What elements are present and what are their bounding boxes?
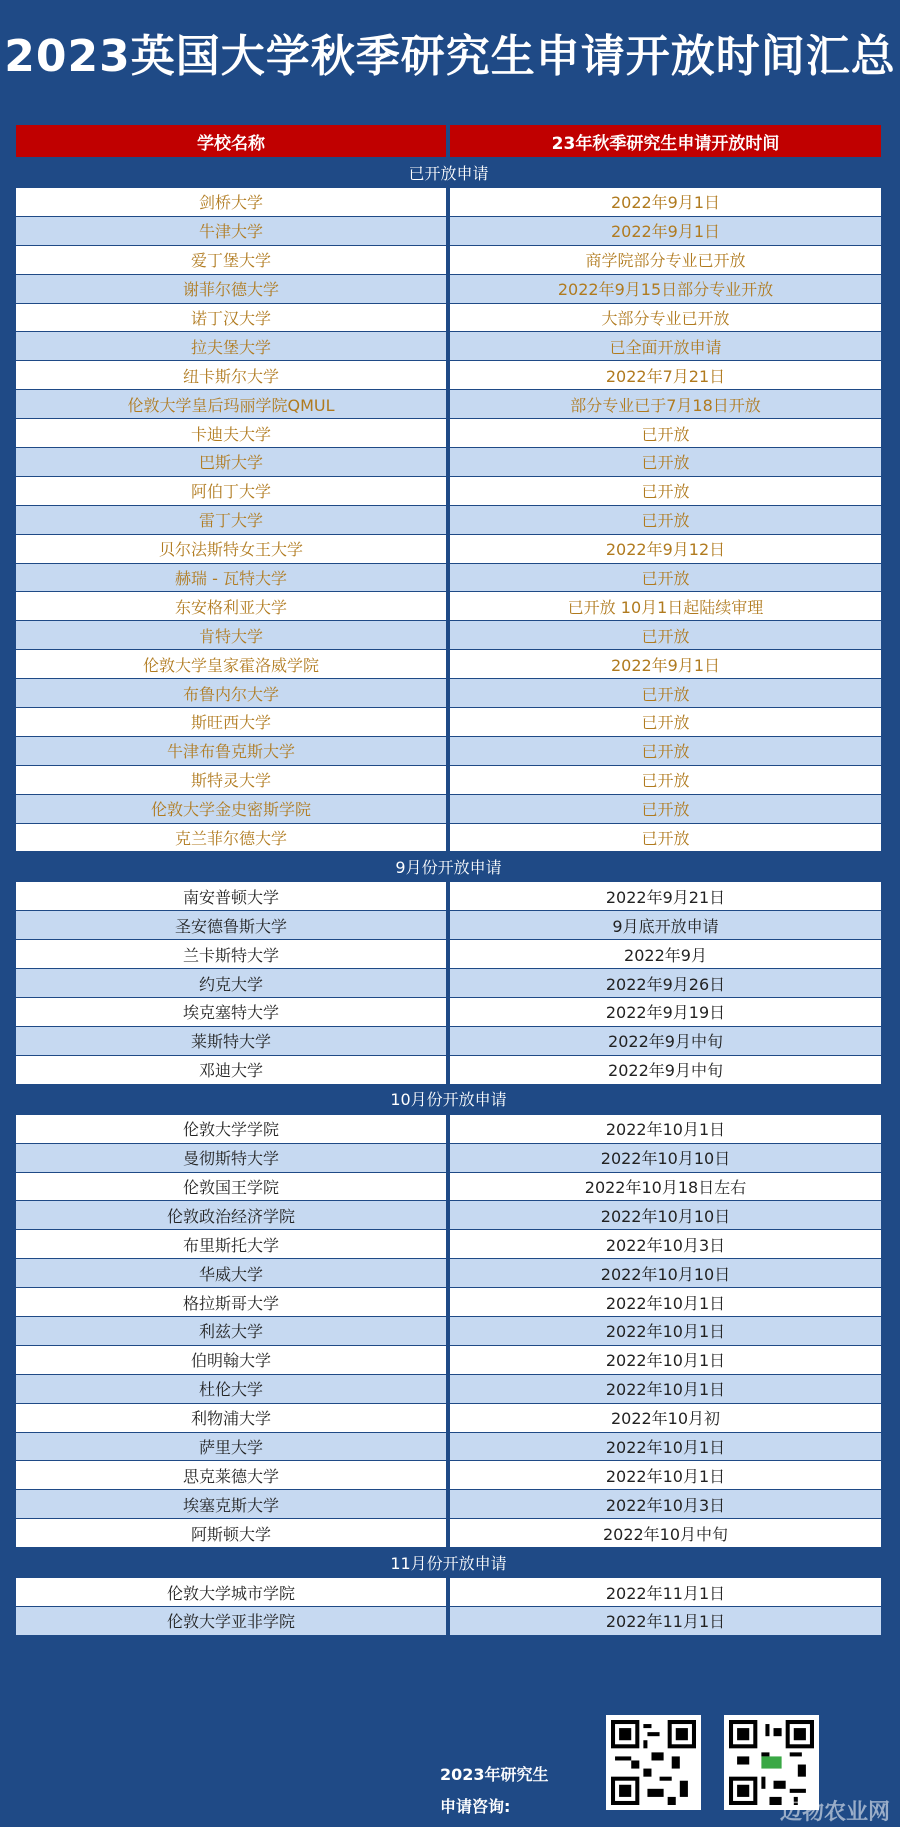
table-row bbox=[16, 274, 881, 303]
school-name-cell: 克兰菲尔德大学 bbox=[16, 824, 446, 852]
open-date-cell: 已全面开放申请 bbox=[450, 332, 881, 360]
table-row bbox=[16, 1258, 881, 1287]
section-rows bbox=[16, 881, 881, 1083]
table-row bbox=[16, 910, 881, 939]
open-date-cell: 已开放 bbox=[450, 795, 881, 823]
qr-code-1-graphic bbox=[611, 1720, 696, 1805]
school-name-cell: 东安格利亚大学 bbox=[16, 592, 446, 620]
table-row bbox=[16, 331, 881, 360]
section-rows bbox=[16, 187, 881, 851]
table-header bbox=[16, 125, 881, 157]
open-date-cell: 已开放 bbox=[450, 506, 881, 534]
school-name-cell: 牛津布鲁克斯大学 bbox=[16, 737, 446, 765]
section-header: 10月份开放申请 bbox=[390, 1090, 507, 1110]
open-date-cell: 2022年9月26日 bbox=[450, 969, 881, 997]
table-row bbox=[16, 997, 881, 1026]
table-row bbox=[16, 1518, 881, 1547]
section-rows bbox=[16, 1577, 881, 1635]
open-date-cell: 已开放 bbox=[450, 419, 881, 447]
open-date-cell: 2022年10月1日 bbox=[450, 1346, 881, 1374]
open-date-cell: 已开放 bbox=[450, 737, 881, 765]
school-name-cell: 华威大学 bbox=[16, 1259, 446, 1287]
open-date-cell: 2022年10月3日 bbox=[450, 1230, 881, 1258]
open-date-cell: 9月底开放申请 bbox=[450, 911, 881, 939]
school-name-cell: 利兹大学 bbox=[16, 1317, 446, 1345]
table-row bbox=[16, 678, 881, 707]
school-name-cell: 雷丁大学 bbox=[16, 506, 446, 534]
open-date-cell: 2022年10月10日 bbox=[450, 1259, 881, 1287]
open-date-cell: 部分专业已于7月18日开放 bbox=[450, 390, 881, 418]
school-name-cell: 思克莱德大学 bbox=[16, 1461, 446, 1489]
school-name-cell: 曼彻斯特大学 bbox=[16, 1144, 446, 1172]
open-date-cell: 2022年10月3日 bbox=[450, 1490, 881, 1518]
school-name-cell: 莱斯特大学 bbox=[16, 1027, 446, 1055]
table-row bbox=[16, 303, 881, 332]
table-row bbox=[16, 1345, 881, 1374]
table-row bbox=[16, 563, 881, 592]
school-name-cell: 阿伯丁大学 bbox=[16, 477, 446, 505]
consult-text bbox=[440, 1759, 549, 1823]
table-row bbox=[16, 1287, 881, 1316]
open-date-cell: 商学院部分专业已开放 bbox=[450, 246, 881, 274]
table-row bbox=[16, 707, 881, 736]
qr-code-icon[interactable] bbox=[606, 1715, 701, 1810]
school-name-cell: 萨里大学 bbox=[16, 1433, 446, 1461]
school-name-cell: 伦敦国王学院 bbox=[16, 1173, 446, 1201]
table-row bbox=[16, 1114, 881, 1143]
open-date-cell: 已开放 bbox=[450, 448, 881, 476]
school-name-cell: 格拉斯哥大学 bbox=[16, 1288, 446, 1316]
open-date-cell: 2022年10月1日 bbox=[450, 1317, 881, 1345]
open-date-cell: 2022年10月10日 bbox=[450, 1201, 881, 1229]
open-date-cell: 2022年11月1日 bbox=[450, 1607, 881, 1635]
schedule-table bbox=[16, 125, 881, 1635]
open-date-cell: 已开放 10月1日起陆续审理 bbox=[450, 592, 881, 620]
page-title: 2023英国大学秋季研究生申请开放时间汇总 bbox=[4, 31, 896, 82]
open-date-cell: 已开放 bbox=[450, 766, 881, 794]
open-date-cell: 2022年9月中旬 bbox=[450, 1027, 881, 1055]
school-name-cell: 布鲁内尔大学 bbox=[16, 679, 446, 707]
school-name-cell: 埃塞克斯大学 bbox=[16, 1490, 446, 1518]
table-row bbox=[16, 736, 881, 765]
school-name-cell: 杜伦大学 bbox=[16, 1375, 446, 1403]
school-name-cell: 爱丁堡大学 bbox=[16, 246, 446, 274]
school-name-cell: 谢菲尔德大学 bbox=[16, 275, 446, 303]
open-date-cell: 已开放 bbox=[450, 564, 881, 592]
table-row bbox=[16, 1606, 881, 1635]
open-date-cell: 2022年9月19日 bbox=[450, 998, 881, 1026]
school-name-cell: 巴斯大学 bbox=[16, 448, 446, 476]
school-name-cell: 伯明翰大学 bbox=[16, 1346, 446, 1374]
open-date-cell: 2022年10月1日 bbox=[450, 1375, 881, 1403]
school-name-cell: 纽卡斯尔大学 bbox=[16, 361, 446, 389]
table-body bbox=[16, 157, 881, 1635]
section-header: 9月份开放申请 bbox=[395, 857, 502, 877]
school-name-cell: 南安普顿大学 bbox=[16, 882, 446, 910]
open-date-cell: 2022年10月10日 bbox=[450, 1144, 881, 1172]
section-header: 11月份开放申请 bbox=[390, 1553, 507, 1573]
header-school-name: 学校名称 bbox=[16, 125, 446, 157]
school-name-cell: 卡迪夫大学 bbox=[16, 419, 446, 447]
open-date-cell: 2022年9月1日 bbox=[450, 650, 881, 678]
open-date-cell: 2022年9月 bbox=[450, 940, 881, 968]
school-name-cell: 圣安德鲁斯大学 bbox=[16, 911, 446, 939]
table-row bbox=[16, 505, 881, 534]
open-date-cell: 2022年7月21日 bbox=[450, 361, 881, 389]
table-row bbox=[16, 794, 881, 823]
school-name-cell: 布里斯托大学 bbox=[16, 1230, 446, 1258]
school-name-cell: 兰卡斯特大学 bbox=[16, 940, 446, 968]
table-row bbox=[16, 620, 881, 649]
table-row bbox=[16, 389, 881, 418]
consult-line-2: 申请咨询: bbox=[440, 1797, 511, 1816]
open-date-cell: 已开放 bbox=[450, 679, 881, 707]
table-row bbox=[16, 1489, 881, 1518]
table-row bbox=[16, 1460, 881, 1489]
table-row bbox=[16, 1374, 881, 1403]
table-row bbox=[16, 1229, 881, 1258]
open-date-cell: 已开放 bbox=[450, 708, 881, 736]
school-name-cell: 利物浦大学 bbox=[16, 1404, 446, 1432]
school-name-cell: 埃克塞特大学 bbox=[16, 998, 446, 1026]
school-name-cell: 伦敦大学城市学院 bbox=[16, 1578, 446, 1606]
school-name-cell: 贝尔法斯特女王大学 bbox=[16, 535, 446, 563]
school-name-cell: 肯特大学 bbox=[16, 621, 446, 649]
school-name-cell: 阿斯顿大学 bbox=[16, 1519, 446, 1547]
section-header: 已开放申请 bbox=[408, 163, 489, 183]
table-row bbox=[16, 360, 881, 389]
open-date-cell: 2022年11月1日 bbox=[450, 1578, 881, 1606]
school-name-cell: 诺丁汉大学 bbox=[16, 304, 446, 332]
table-row bbox=[16, 1200, 881, 1229]
footer bbox=[0, 1715, 900, 1827]
open-date-cell: 已开放 bbox=[450, 824, 881, 852]
school-name-cell: 剑桥大学 bbox=[16, 188, 446, 216]
open-date-cell: 2022年10月1日 bbox=[450, 1288, 881, 1316]
watermark: 迈物农业网 bbox=[779, 1800, 890, 1825]
open-date-cell: 已开放 bbox=[450, 621, 881, 649]
open-date-cell: 2022年9月12日 bbox=[450, 535, 881, 563]
open-date-cell: 2022年10月1日 bbox=[450, 1461, 881, 1489]
school-name-cell: 伦敦大学亚非学院 bbox=[16, 1607, 446, 1635]
open-date-cell: 2022年9月1日 bbox=[450, 188, 881, 216]
school-name-cell: 伦敦大学学院 bbox=[16, 1115, 446, 1143]
school-name-cell: 伦敦大学皇家霍洛威学院 bbox=[16, 650, 446, 678]
table-row bbox=[16, 968, 881, 997]
table-row bbox=[16, 245, 881, 274]
table-row bbox=[16, 418, 881, 447]
table-row bbox=[16, 939, 881, 968]
open-date-cell: 2022年10月初 bbox=[450, 1404, 881, 1432]
open-date-cell: 2022年9月中旬 bbox=[450, 1056, 881, 1084]
table-row bbox=[16, 1143, 881, 1172]
table-row bbox=[16, 765, 881, 794]
section-rows bbox=[16, 1114, 881, 1547]
open-date-cell: 2022年10月1日 bbox=[450, 1433, 881, 1461]
consult-line-1: 2023年研究生 bbox=[440, 1765, 549, 1784]
table-row bbox=[16, 447, 881, 476]
table-row bbox=[16, 881, 881, 910]
table-row bbox=[16, 1055, 881, 1084]
open-date-cell: 2022年9月1日 bbox=[450, 217, 881, 245]
table-row bbox=[16, 591, 881, 620]
table-row bbox=[16, 476, 881, 505]
table-row bbox=[16, 1432, 881, 1461]
header-open-date: 23年秋季研究生申请开放时间 bbox=[450, 125, 881, 157]
open-date-cell: 2022年10月中旬 bbox=[450, 1519, 881, 1547]
school-name-cell: 伦敦大学金史密斯学院 bbox=[16, 795, 446, 823]
open-date-cell: 2022年10月18日左右 bbox=[450, 1173, 881, 1201]
open-date-cell: 2022年10月1日 bbox=[450, 1115, 881, 1143]
school-name-cell: 牛津大学 bbox=[16, 217, 446, 245]
table-row bbox=[16, 1172, 881, 1201]
school-name-cell: 赫瑞 - 瓦特大学 bbox=[16, 564, 446, 592]
school-name-cell: 邓迪大学 bbox=[16, 1056, 446, 1084]
table-row bbox=[16, 649, 881, 678]
table-row bbox=[16, 1316, 881, 1345]
school-name-cell: 拉夫堡大学 bbox=[16, 332, 446, 360]
school-name-cell: 伦敦大学皇后玛丽学院QMUL bbox=[16, 390, 446, 418]
school-name-cell: 斯特灵大学 bbox=[16, 766, 446, 794]
table-row bbox=[16, 1577, 881, 1606]
school-name-cell: 斯旺西大学 bbox=[16, 708, 446, 736]
open-date-cell: 大部分专业已开放 bbox=[450, 304, 881, 332]
table-row bbox=[16, 1403, 881, 1432]
open-date-cell: 已开放 bbox=[450, 477, 881, 505]
table-row bbox=[16, 187, 881, 216]
table-row bbox=[16, 1026, 881, 1055]
school-name-cell: 约克大学 bbox=[16, 969, 446, 997]
open-date-cell: 2022年9月15日部分专业开放 bbox=[450, 275, 881, 303]
school-name-cell: 伦敦政治经济学院 bbox=[16, 1201, 446, 1229]
open-date-cell: 2022年9月21日 bbox=[450, 882, 881, 910]
table-row bbox=[16, 216, 881, 245]
table-row bbox=[16, 823, 881, 852]
qr-code-2-graphic bbox=[729, 1720, 814, 1805]
table-row bbox=[16, 534, 881, 563]
